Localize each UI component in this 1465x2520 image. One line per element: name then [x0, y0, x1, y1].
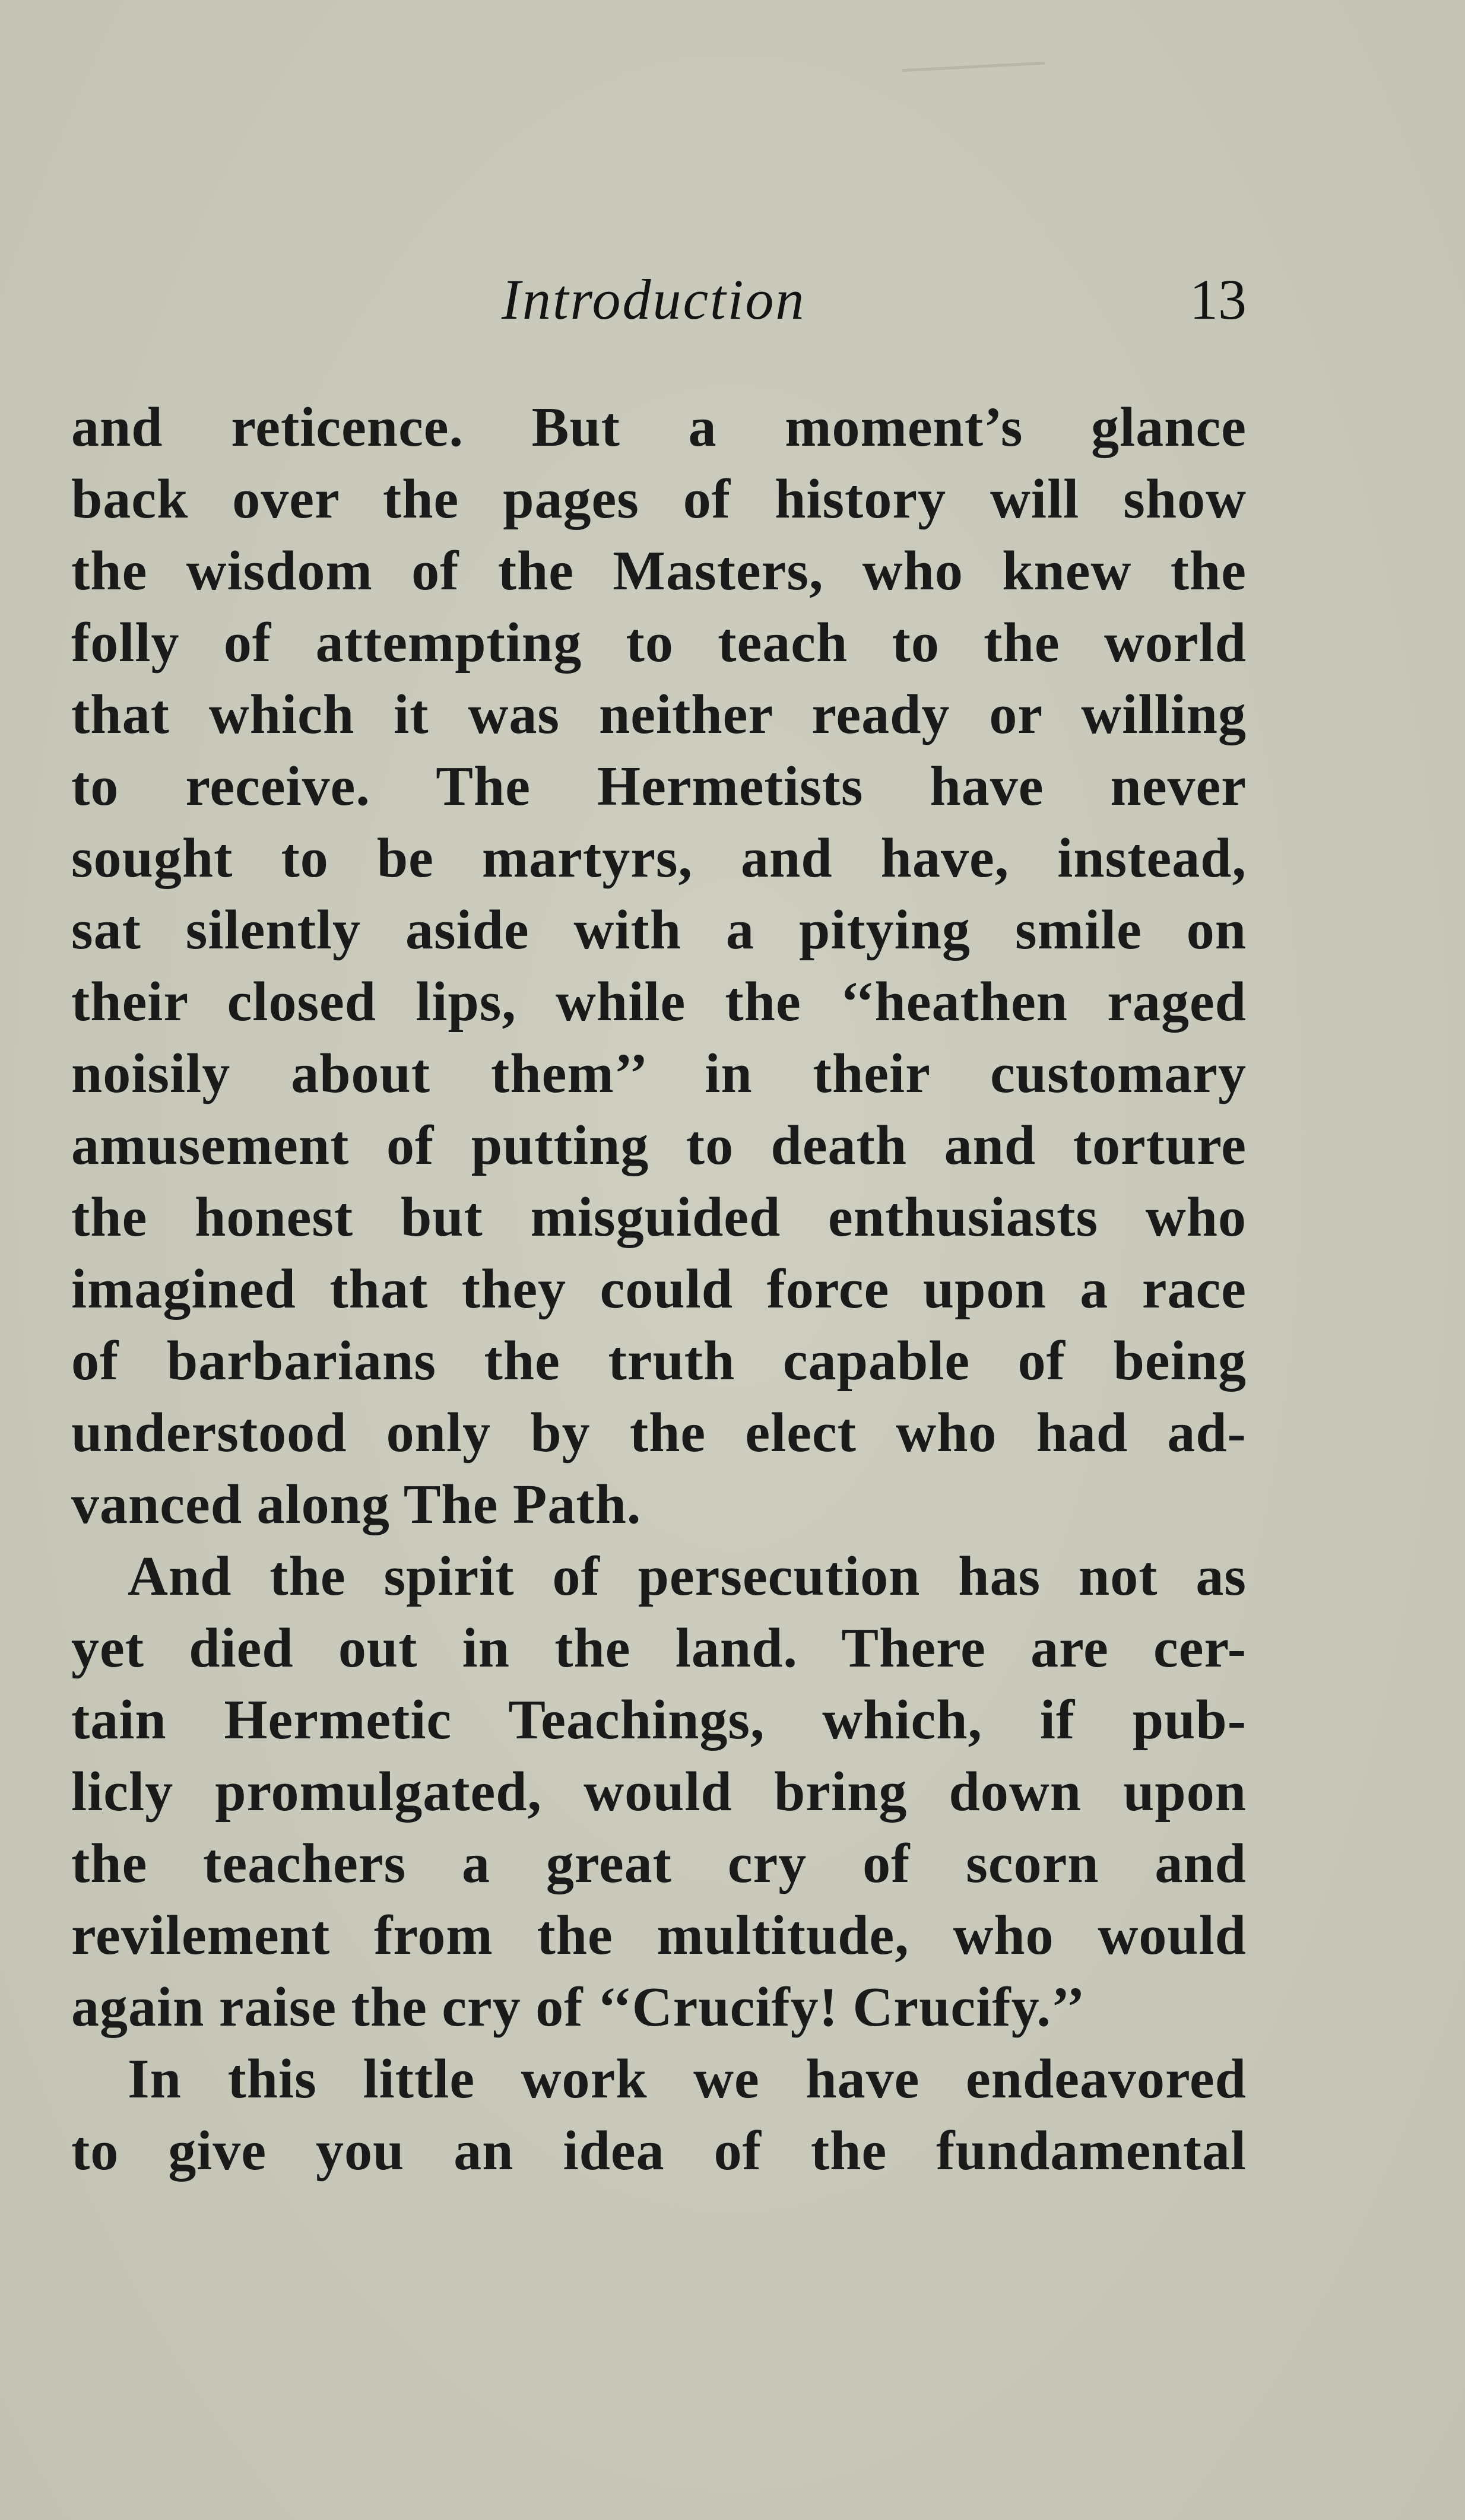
- text-line: to receive. The Hermetists have never: [71, 756, 1247, 817]
- text-line: And the spirit of persecution has not as: [128, 1545, 1247, 1607]
- text-line: the teachers a great cry of scorn and: [71, 1833, 1247, 1894]
- text-line: tain Hermetic Teachings, which, if pub-: [71, 1689, 1247, 1751]
- text-line: revilement from the multitude, who would: [71, 1905, 1247, 1966]
- text-line: sat silently aside with a pitying smile on: [71, 899, 1247, 961]
- body-text: [71, 392, 1247, 2187]
- text-line: In this little work we have endeavored: [128, 2048, 1247, 2110]
- text-line: again raise the cry of ‘‘Crucify! Crucify.’’: [71, 1976, 1086, 2038]
- text-line: the honest but misguided enthusiasts who: [71, 1186, 1247, 1248]
- text-line: noisily about them’’ in their customary: [71, 1043, 1247, 1105]
- text-line: folly of attempting to teach to the world: [71, 612, 1247, 674]
- text-line: licly promulgated, would bring down upon: [71, 1761, 1247, 1823]
- text-line: understood only by the elect who had ad-: [71, 1402, 1247, 1464]
- text-line: and reticence. But a moment’s glance: [71, 396, 1247, 458]
- page-header: [71, 261, 1247, 338]
- paper-smudge: [902, 62, 1045, 72]
- text-line: sought to be martyrs, and have, instead,: [71, 827, 1247, 889]
- text-line: imagined that they could force upon a race: [71, 1258, 1247, 1320]
- text-line: amusement of putting to death and torture: [71, 1115, 1247, 1176]
- page-number: 13: [1190, 268, 1247, 331]
- text-line: of barbarians the truth capable of being: [71, 1330, 1247, 1392]
- text-line: back over the pages of history will show: [71, 468, 1247, 530]
- running-title: Introduction: [502, 268, 806, 331]
- text-line: yet died out in the land. There are cer-: [71, 1617, 1247, 1679]
- text-line: that which it was neither ready or willing: [71, 684, 1247, 745]
- text-line: vanced along The Path.: [71, 1474, 642, 1535]
- text-line: the wisdom of the Masters, who knew the: [71, 540, 1247, 602]
- text-line: their closed lips, while the ‘‘heathen raged: [71, 971, 1247, 1033]
- text-line: to give you an idea of the fundamental: [71, 2120, 1247, 2182]
